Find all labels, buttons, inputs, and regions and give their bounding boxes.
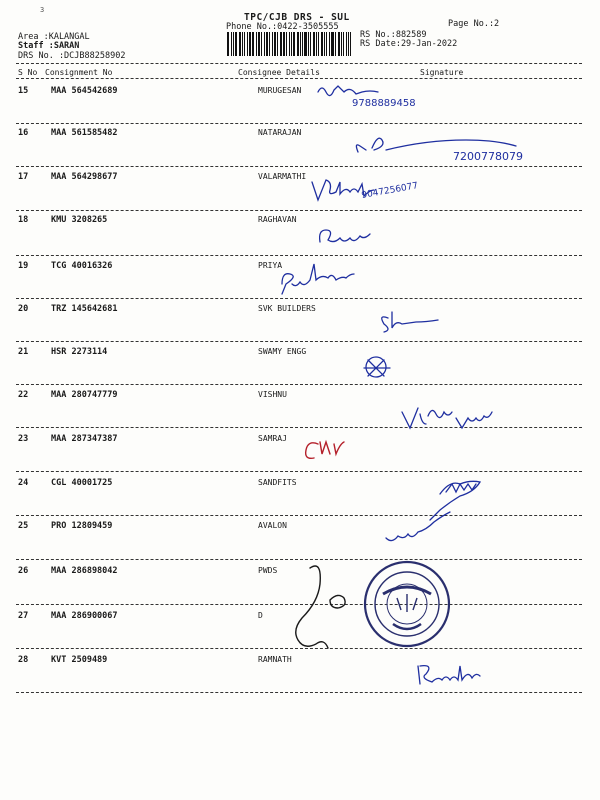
- barcode-bar: [242, 32, 243, 56]
- barcode-bar: [261, 32, 262, 56]
- barcode-bar: [227, 32, 229, 56]
- row-divider: [16, 427, 582, 428]
- barcode-bar: [338, 32, 340, 56]
- row-consignment-number: PRO 12809459: [51, 521, 113, 531]
- row-consignee-name: D: [258, 611, 263, 620]
- barcode-bar: [313, 32, 315, 56]
- row-consignment-number: CGL 40001725: [51, 478, 113, 488]
- row-serial-number: 28: [18, 655, 29, 665]
- table-row: [0, 390, 600, 410]
- phone-number: Phone No.:0422-3505555: [226, 22, 339, 32]
- column-header-divider: [16, 78, 582, 79]
- barcode-bar: [277, 32, 278, 56]
- row-consignee-name: RAGHAVAN: [258, 215, 297, 224]
- row-consignee-name: SAMRAJ: [258, 434, 287, 443]
- row-serial-number: 27: [18, 611, 29, 621]
- barcode-bar: [291, 32, 292, 56]
- row-divider: [16, 515, 582, 516]
- row-consignment-number: HSR 2273114: [51, 347, 108, 357]
- barcode-bar: [350, 32, 351, 56]
- table-row: [0, 128, 600, 148]
- row-consignee-name: SVK BUILDERS: [258, 304, 316, 313]
- barcode-bar: [239, 32, 242, 56]
- row-consignment-number: MAA 561585482: [51, 128, 118, 138]
- row-divider: [16, 298, 582, 299]
- row-divider: [16, 210, 582, 211]
- row-consignee-name: PWDS: [258, 566, 278, 575]
- row-serial-number: 16: [18, 128, 29, 138]
- handwritten-phone-2: 7200778079: [453, 150, 523, 163]
- row-consignment-number: MAA 287347387: [51, 434, 118, 444]
- barcode-bar: [300, 32, 301, 56]
- row-divider: [16, 648, 582, 649]
- barcode-bar: [310, 32, 311, 56]
- row-consignment-number: MAA 564298677: [51, 172, 118, 182]
- row-divider: [16, 471, 582, 472]
- row-consignee-name: SANDFITS: [258, 478, 297, 487]
- row-consignee-name: SWAMY ENGG: [258, 347, 307, 356]
- row-serial-number: 22: [18, 390, 29, 400]
- barcode-bar: [249, 32, 251, 56]
- row-consignment-number: MAA 286898042: [51, 566, 118, 576]
- row-serial-number: 17: [18, 172, 29, 182]
- barcode-bar: [341, 32, 342, 56]
- barcode-bar: [235, 32, 237, 56]
- barcode-bar: [331, 32, 334, 56]
- table-row: [0, 521, 600, 541]
- row-consignment-number: MAA 280747779: [51, 390, 118, 400]
- barcode-bar: [256, 32, 257, 56]
- row-consignment-number: TCG 40016326: [51, 261, 113, 271]
- row-serial-number: 15: [18, 86, 29, 96]
- signature-vishnu: [402, 408, 492, 428]
- row-consignee-name: PRIYA: [258, 261, 283, 270]
- rs-number: RS No.:882589: [360, 30, 427, 40]
- barcode-bar: [266, 32, 268, 56]
- barcode-bar: [247, 32, 248, 56]
- row-divider: [16, 604, 582, 605]
- barcode-bar: [335, 32, 336, 56]
- barcode-bar: [233, 32, 234, 56]
- barcode-bar: [289, 32, 290, 56]
- table-row: [0, 434, 600, 454]
- barcode-bar: [283, 32, 285, 56]
- barcode-bar: [231, 32, 232, 56]
- table-row: [0, 347, 600, 367]
- table-row: [0, 566, 600, 586]
- barcode-bar: [324, 32, 326, 56]
- barcode-bar: [252, 32, 254, 56]
- row-divider: [16, 384, 582, 385]
- header-divider: [16, 63, 582, 64]
- barcode-bar: [258, 32, 261, 56]
- row-serial-number: 19: [18, 261, 29, 271]
- table-row: [0, 611, 600, 631]
- row-divider: [16, 123, 582, 124]
- row-consignee-name: AVALON: [258, 521, 287, 530]
- col-header-signature: Signature: [420, 68, 464, 77]
- page-number: Page No.:2: [448, 19, 500, 29]
- row-serial-number: 24: [18, 478, 29, 488]
- row-serial-number: 26: [18, 566, 29, 576]
- barcode-bar: [274, 32, 276, 56]
- barcode-bar: [272, 32, 273, 56]
- handwritten-phone-1: 9788889458: [352, 98, 416, 109]
- barcode-bar: [329, 32, 330, 56]
- row-consignment-number: KVT 2509489: [51, 655, 108, 665]
- row-consignment-number: KMU 3208265: [51, 215, 108, 225]
- barcode-bar: [343, 32, 344, 56]
- col-header-consignment: Consignment No: [45, 68, 113, 77]
- table-row: [0, 304, 600, 324]
- row-serial-number: 18: [18, 215, 29, 225]
- row-divider: [16, 341, 582, 342]
- barcode-bar: [302, 32, 303, 56]
- row-consignment-number: TRZ 145642681: [51, 304, 118, 314]
- barcode-bar: [316, 32, 317, 56]
- drs-number: DRS No. :DCJB88258902: [18, 51, 126, 61]
- barcode-bar: [326, 32, 327, 56]
- barcode-bar: [348, 32, 349, 56]
- row-consignee-name: RAMNATH: [258, 655, 292, 664]
- barcode-bar: [264, 32, 265, 56]
- barcode-bar: [244, 32, 245, 56]
- barcode-bar: [308, 32, 309, 56]
- row-divider: [16, 692, 582, 693]
- table-row: [0, 215, 600, 235]
- barcode-bar: [321, 32, 323, 56]
- col-header-sno: S No: [18, 68, 38, 77]
- table-row: [0, 478, 600, 498]
- barcode-bar: [286, 32, 287, 56]
- document-title: TPC/CJB DRS - SUL: [244, 12, 350, 23]
- row-divider: [16, 255, 582, 256]
- barcode: [227, 32, 353, 56]
- barcode-bar: [318, 32, 319, 56]
- barcode-bar: [346, 32, 348, 56]
- row-serial-number: 21: [18, 347, 29, 357]
- row-serial-number: 20: [18, 304, 29, 314]
- row-divider: [16, 559, 582, 560]
- area-label: Area :KALANGAL: [18, 32, 90, 42]
- col-header-consignee: Consignee Details: [238, 68, 320, 77]
- row-divider: [16, 166, 582, 167]
- row-consignee-name: MURUGESAN: [258, 86, 302, 95]
- table-row: [0, 261, 600, 281]
- corner-mark: 3: [40, 6, 45, 14]
- handwritten-phone-3: 9047256077: [360, 181, 419, 201]
- row-consignee-name: NATARAJAN: [258, 128, 302, 137]
- barcode-bar: [304, 32, 307, 56]
- row-consignee-name: VALARMATHI: [258, 172, 307, 181]
- barcode-bar: [293, 32, 295, 56]
- barcode-bar: [297, 32, 299, 56]
- row-consignment-number: MAA 286900067: [51, 611, 118, 621]
- staff-label: Staff :SARAN: [18, 41, 80, 51]
- table-row: [0, 172, 600, 192]
- row-serial-number: 25: [18, 521, 29, 531]
- table-row: [0, 86, 600, 106]
- barcode-bar: [269, 32, 270, 56]
- rs-date: RS Date:29-Jan-2022: [360, 39, 458, 49]
- row-consignment-number: MAA 564542689: [51, 86, 118, 96]
- barcode-bar: [280, 32, 283, 56]
- table-row: [0, 655, 600, 675]
- row-consignee-name: VISHNU: [258, 390, 287, 399]
- row-serial-number: 23: [18, 434, 29, 444]
